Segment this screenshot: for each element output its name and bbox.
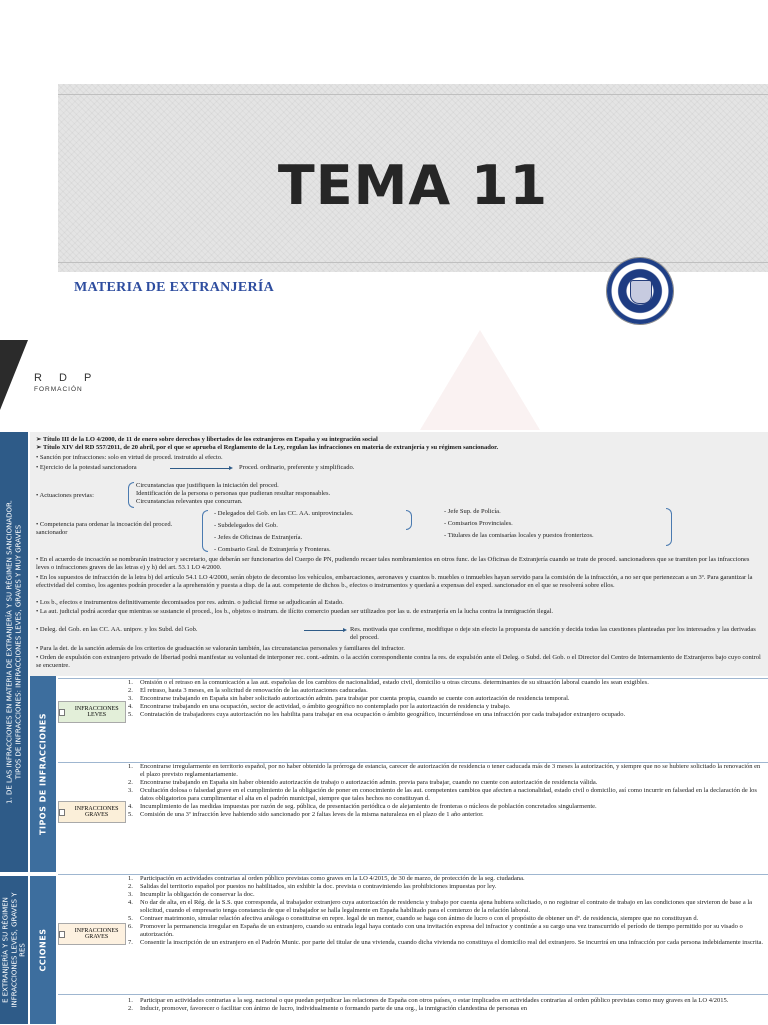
types-label-2: CCIONES: [38, 928, 48, 972]
list-item: - Jefes de Oficinas de Extranjería.: [214, 534, 303, 541]
intro-bullet: • Actuaciones previas:: [36, 492, 94, 499]
brand-triangle: [0, 340, 28, 410]
list-item: - Delegados del Gob. en las CC. AA. uniprovinciales.: [214, 510, 354, 517]
intro-bullet: • Sanción por infracciones: solo en virtud de proced. instruido al efecto.: [36, 454, 223, 461]
badge-leves: INFRACCIONES LEVES: [58, 701, 126, 723]
list-graves: [128, 763, 766, 819]
list-item: 7. Consentir la inscripción de un extranjero en el Padrón Munic. por parte del titular de una vivienda, cuando dicha vivienda no constituya el domicilio real del extranjero. Se incurrirá en una infracción por cada persona indebidamente inscrita.: [128, 939, 764, 946]
list-item: 2. Salidas del territorio español por puestos no habilitados, sin exhibir la doc. prevista o contraviniendo las prohibiciones impuestas por ley.: [128, 883, 497, 890]
brace-icon: [202, 510, 208, 552]
list-item: - Comisarios Provinciales.: [444, 520, 513, 527]
brand-logo: [0, 340, 120, 410]
list-item: - Jefe Sup. de Policía.: [444, 508, 501, 515]
document-page: [0, 432, 768, 1024]
badge-graves-2: INFRACCIONES GRAVES: [58, 923, 126, 945]
divider: [58, 262, 768, 263]
brace-icon: [128, 482, 134, 508]
section-muy-graves: [58, 994, 768, 1025]
brand-name: R D P: [34, 372, 99, 384]
intro-bullet: • Ejercicio de la potestad sancionadora: [36, 464, 137, 471]
list-item: 3. Incumplir la obligación de conservar la doc.: [128, 891, 255, 898]
intro-bullet: • Deleg. del Gob. en las CC. AA. unipov. y los Subd. del Gob.: [36, 626, 198, 633]
brand-subtitle: FORMACIÓN: [34, 386, 83, 393]
list-item: 1. Omisión o el retraso en la comunicación a las aut. españolas de los cambios de nacionalidad, estado civil, domicilio u otras circuns. determinantes de su situación laboral cuando les sean exigibles.: [128, 679, 649, 686]
list-item: Identificación de la persona o personas que pudieran resultar responsables.: [136, 490, 331, 497]
list-item: 1. Participar en actividades contrarias a la seg. nacional o que puedan perjudicar las relaciones de España con otros países, o estar implicados en actividades contrarias al orden público previstas como muy graves en la LO 4/2015.: [128, 997, 729, 1004]
checkbox-icon: [59, 709, 65, 716]
intro-bullet: • Orden de expulsión con extranjero privado de libertad podrá manifestar su voluntad de interponer rec. cont.-admin. o la acción correspondiente contra la res. de expulsión ante el Deleg. o Subd. del Gob. o el Director del Centro de Internamiento de Extranjeros bajo cuyo control se encuentre.: [36, 654, 761, 669]
section-sidebar: [0, 432, 28, 872]
brace-icon: [406, 510, 412, 530]
list-item: 1. Participación en actividades contrarias al orden público previstas como graves en la LO 4/2015, de 30 de marzo, de protección de la seg. ciudadana.: [128, 875, 525, 882]
list-item: Circunstancias relevantes que concurran.: [136, 498, 243, 505]
intro-bullet: • La aut. judicial podrá acordar que mientras se sustancie el proced., los b., objetos o instrum. de ilícito comercio puedan ser utilizados por las u. de extranjería en la lucha contra la inmigración ilegal.: [36, 608, 554, 615]
list-item: 3. Encontrarse trabajando en España sin haber solicitado autorización admin. para trabajar por cuenta propia, cuando se cuente con autorización de residencia temporal.: [128, 695, 570, 702]
intro-bullet: • Para la det. de la sanción además de los criterios de graduación se valorarán también, las circunstancias personales y familiares del infractor.: [36, 645, 405, 652]
list-item: 4. Encontrarse trabajando en una ocupación, sector de actividad, o ámbito geográfico no contemplado por la autorización de residencia y trabajo.: [128, 703, 511, 710]
list-item: - Comisario Gral. de Extranjería y Fronteras.: [214, 546, 331, 553]
list-graves-2: [128, 875, 766, 947]
page-subtitle: MATERIA DE EXTRANJERÍA: [74, 280, 275, 295]
list-item: Circunstancias que justifiquen la iniciación del proced.: [136, 482, 279, 489]
intro-bullet: ➢ Título III de la LO 4/2000, de 11 de enero sobre derechos y libertades de los extranjeros en España y su integración social: [36, 436, 378, 443]
intro-bullet: • En los supuestos de infracción de la letra b) del artículo 54.1 LO 4/2000, serán objeto de decomiso los vehículos, embarcaciones, aeronaves y cuantos b. muebles o inmuebles hayan servido para la comisión de la infracción, a no ser que pertenezcan a un 3º. Para garantizar la efectividad del comiso, los agentes podrán proceder a la aprehensión y puesta a disp. de la aut. competente de dichos b., efectos o instrumentos y quedará a expensas del exped. sancionador en el que se resolverá sobre ellos.: [36, 574, 753, 589]
list-item: 4. No dar de alta, en el Rég. de la S.S. que corresponda, al trabajador extranjero cuya autorización de residencia y trabajo por cuenta ajena hubiera solicitado, o no registrar el contrato de trabajo en las condiciones que sirvieron de base a la solicitud, cuando el empresario tenga constancia de que el trabajador se halla legalmente en España habilitado para el comienzo de la relación laboral.: [128, 899, 753, 914]
list-item: 5. Comisión de una 3ª infracción leve habiendo sido sancionado por 2 faltas leves de la misma naturaleza en el plazo de 1 año anterior.: [128, 811, 484, 818]
checkbox-icon: [59, 809, 65, 816]
intro-bullet: • En el acuerdo de incoación se nombrarán instructor y secretario, que deberán ser funcionarios del Cuerpo de PN, pudiendo recaer tales nombramientos en otros func. de las Oficinas de Extranjería cuando se trate de proced. sancionadores que se tramiten por las infracciones leves o infracciones graves de las letras e) y h) del art. 53.1 LO 4/2000.: [36, 556, 750, 571]
brace-icon: [666, 508, 672, 546]
section-sidebar-2: [0, 876, 28, 1024]
types-sidebar: [30, 676, 56, 872]
sidebar-label-2: E EXTRANJERÍA Y SU RÉGIMEN INFRACCIONES LEVES, GRAVES Y RES: [1, 892, 27, 1008]
sidebar-label: 1. DE LAS INFRACCIONES EN MATERIA DE EXTRANJERÍA Y SU RÉGIMEN SANCIONADOR. TIPOS DE INFRACCIONES: INFRACCIONES LEVES, GRAVES Y MUY GRAVES: [5, 500, 22, 804]
intro-bullet: • Los b., efectos e instrumentos definitivamente decomisados por res. admin. o judicial firme se adjudicarán al Estado.: [36, 599, 344, 606]
checkbox-icon: [59, 931, 65, 938]
badge-graves: INFRACCIONES GRAVES: [58, 801, 126, 823]
intro-box: [30, 432, 768, 676]
list-item: 5. Contraer matrimonio, simular relación afectiva análoga o constituirse en repre. legal de un menor, cuando se haga con ánimo de lucro o con el propósito de obtener un dº. de residencia, siempre que no constituyan d.: [128, 915, 699, 922]
intro-bullet: ➢ Título XIV del RD 557/2011, de 20 abril, por el que se aprueba el Reglamento de la Ley, regulan las infracciones en materia de extranjería y su régimen sancionador.: [36, 444, 499, 451]
intro-target: Proced. ordinario, preferente y simplificado.: [239, 464, 355, 471]
list-muy-graves: [128, 997, 766, 1013]
list-item: - Titulares de las comisarías locales y puestos fronterizos.: [444, 532, 594, 539]
watermark: [420, 330, 540, 430]
section-graves: [58, 762, 768, 873]
section-leves: [58, 678, 768, 761]
list-item: - Subdelegados del Gob.: [214, 522, 278, 529]
list-item: 5. Contratación de trabajadores cuya autorización no les habilita para trabajar en esa ocupación o ámbito geográfico, incurriéndose en una infracción por cada trabajador extranjero ocupado.: [128, 711, 626, 718]
divider: [58, 94, 768, 95]
arrow-icon: [170, 468, 230, 469]
types-sidebar-2: [30, 876, 56, 1024]
types-label: TIPOS DE INFRACCIONES: [38, 713, 48, 835]
page-title: TEMA 11: [277, 154, 549, 217]
list-item: 1. Encontrarse irregularmente en territorio español, por no haber obtenido la prórroga de estancia, carecer de autorización de residencia o tener caducada más de 3 meses la autorización, y siempre que no se hubiere solicitado la renovación en el plazo previsto reglamentariamente.: [128, 763, 761, 778]
list-item: 6. Promover la permanencia irregular en España de un extranjero, cuando su entrada legal haya contado con una invitación expresa del infractor y continúe a su cargo una vez transcurrido el período de tiempo permitido por su visado o autorización.: [128, 923, 743, 938]
list-leves: [128, 679, 766, 719]
list-item: 4. Incumplimiento de las medidas impuestas por razón de seg. pública, de presentación periódica o de alejamiento de fronteras o núcleos de población concretados singularmente.: [128, 803, 597, 810]
list-item: 2. Encontrarse trabajando en España sin haber obtenido autorización de trabajo o autorización admin. previa para trabajar, cuando no cuente con autorización de residencia válida.: [128, 779, 598, 786]
section-graves-2: [58, 874, 768, 993]
list-item: 3. Ocultación dolosa o falsedad grave en el cumplimiento de la obligación de poner en conocimiento de las aut. competentes cambios que afecten a nacionalidad, estado civil o domicilio, así como incurrir en falsedad en la declaración de los datos obligatorios para cumplimentar el alta en el padrón municipal, siempre que tales hechos no constituyan d.: [128, 787, 757, 802]
list-item: 2. Inducir, promover, favorecer o facilitar con ánimo de lucro, individualmente o formando parte de una org., la inmigración clandestina de personas en: [128, 1005, 528, 1012]
title-band: [58, 84, 768, 272]
arrow-icon: [304, 630, 344, 631]
police-emblem-icon: [607, 258, 673, 324]
intro-target: Res. motivada que confirme, modifique o deje sin efecto la propuesta de sanción y decida todas las cuestiones planteadas por los interesados y las derivadas del proced.: [350, 626, 756, 641]
list-item: 2. El retraso, hasta 3 meses, en la solicitud de renovación de las autorizaciones caducadas.: [128, 687, 368, 694]
intro-bullet: • Competencia para ordenar la incoación del proced. sancionador: [36, 521, 173, 536]
